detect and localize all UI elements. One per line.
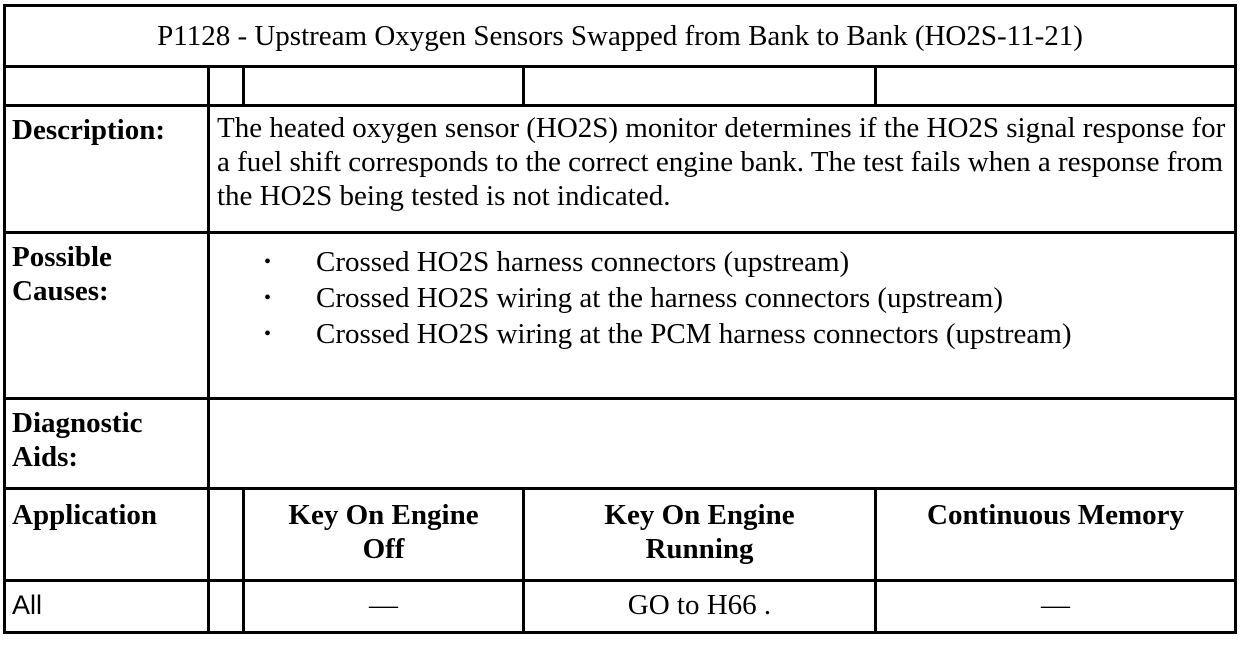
description-label: Description: xyxy=(5,106,209,233)
spacer-cell xyxy=(5,67,209,106)
continuous-memory-header: Continuous Memory xyxy=(876,489,1236,581)
bullet-icon: • xyxy=(264,323,272,345)
cause-item xyxy=(250,280,1234,316)
koeo-header xyxy=(244,489,524,581)
test-data-row xyxy=(5,581,1236,633)
diagnostic-aids-row xyxy=(5,399,1236,489)
koer-header xyxy=(524,489,876,581)
continuous-memory-value: — xyxy=(876,581,1236,633)
diagnostic-aids-label-line2: Aids: xyxy=(12,441,79,473)
spacer-row xyxy=(5,67,1236,106)
koeo-value: — xyxy=(244,581,524,633)
koeo-header-line1: Key On Engine xyxy=(288,499,479,531)
cause-text: Crossed HO2S wiring at the PCM harness connectors (upstream) xyxy=(316,318,1072,350)
koeo-header-line2: Off xyxy=(362,533,405,565)
title-row xyxy=(5,6,1236,67)
possible-causes-label xyxy=(5,233,209,399)
spacer-cell xyxy=(244,67,524,106)
blank-cell xyxy=(209,489,244,581)
possible-causes-label-line1: Possible xyxy=(12,241,112,273)
koer-value: GO to H66 . xyxy=(524,581,876,633)
description-text: The heated oxygen sensor (HO2S) monitor determines if the HO2S signal response for a fuel shift corresponds to the correct engine bank. The test fails when a response from the HO2S being tested is not indicated. xyxy=(209,106,1236,233)
description-row xyxy=(5,106,1236,233)
cause-text: Crossed HO2S wiring at the harness connectors (upstream) xyxy=(316,282,1003,314)
dtc-table xyxy=(3,4,1237,634)
diagnostic-aids-content xyxy=(209,399,1236,489)
blank-cell xyxy=(209,581,244,633)
cause-text: Crossed HO2S harness connectors (upstream) xyxy=(316,246,850,278)
bullet-icon: • xyxy=(264,251,272,273)
koer-header-line2: Running xyxy=(645,533,754,565)
spacer-cell xyxy=(876,67,1236,106)
spacer-cell xyxy=(209,67,244,106)
application-value: All xyxy=(5,581,209,633)
cause-item xyxy=(250,316,1234,352)
page-title: P1128 - Upstream Oxygen Sensors Swapped from Bank to Bank (HO2S-11-21) xyxy=(5,6,1236,67)
possible-causes-label-line2: Causes: xyxy=(12,275,109,307)
application-header: Application xyxy=(5,489,209,581)
dtc-document xyxy=(3,4,1237,634)
cause-item xyxy=(250,244,1234,280)
test-header-row xyxy=(5,489,1236,581)
possible-causes-content xyxy=(209,233,1236,399)
spacer-cell xyxy=(524,67,876,106)
diagnostic-aids-label-line1: Diagnostic xyxy=(12,407,143,439)
bullet-icon: • xyxy=(264,287,272,309)
possible-causes-list xyxy=(210,234,1234,352)
possible-causes-row xyxy=(5,233,1236,399)
koer-header-line1: Key On Engine xyxy=(604,499,795,531)
diagnostic-aids-label xyxy=(5,399,209,489)
